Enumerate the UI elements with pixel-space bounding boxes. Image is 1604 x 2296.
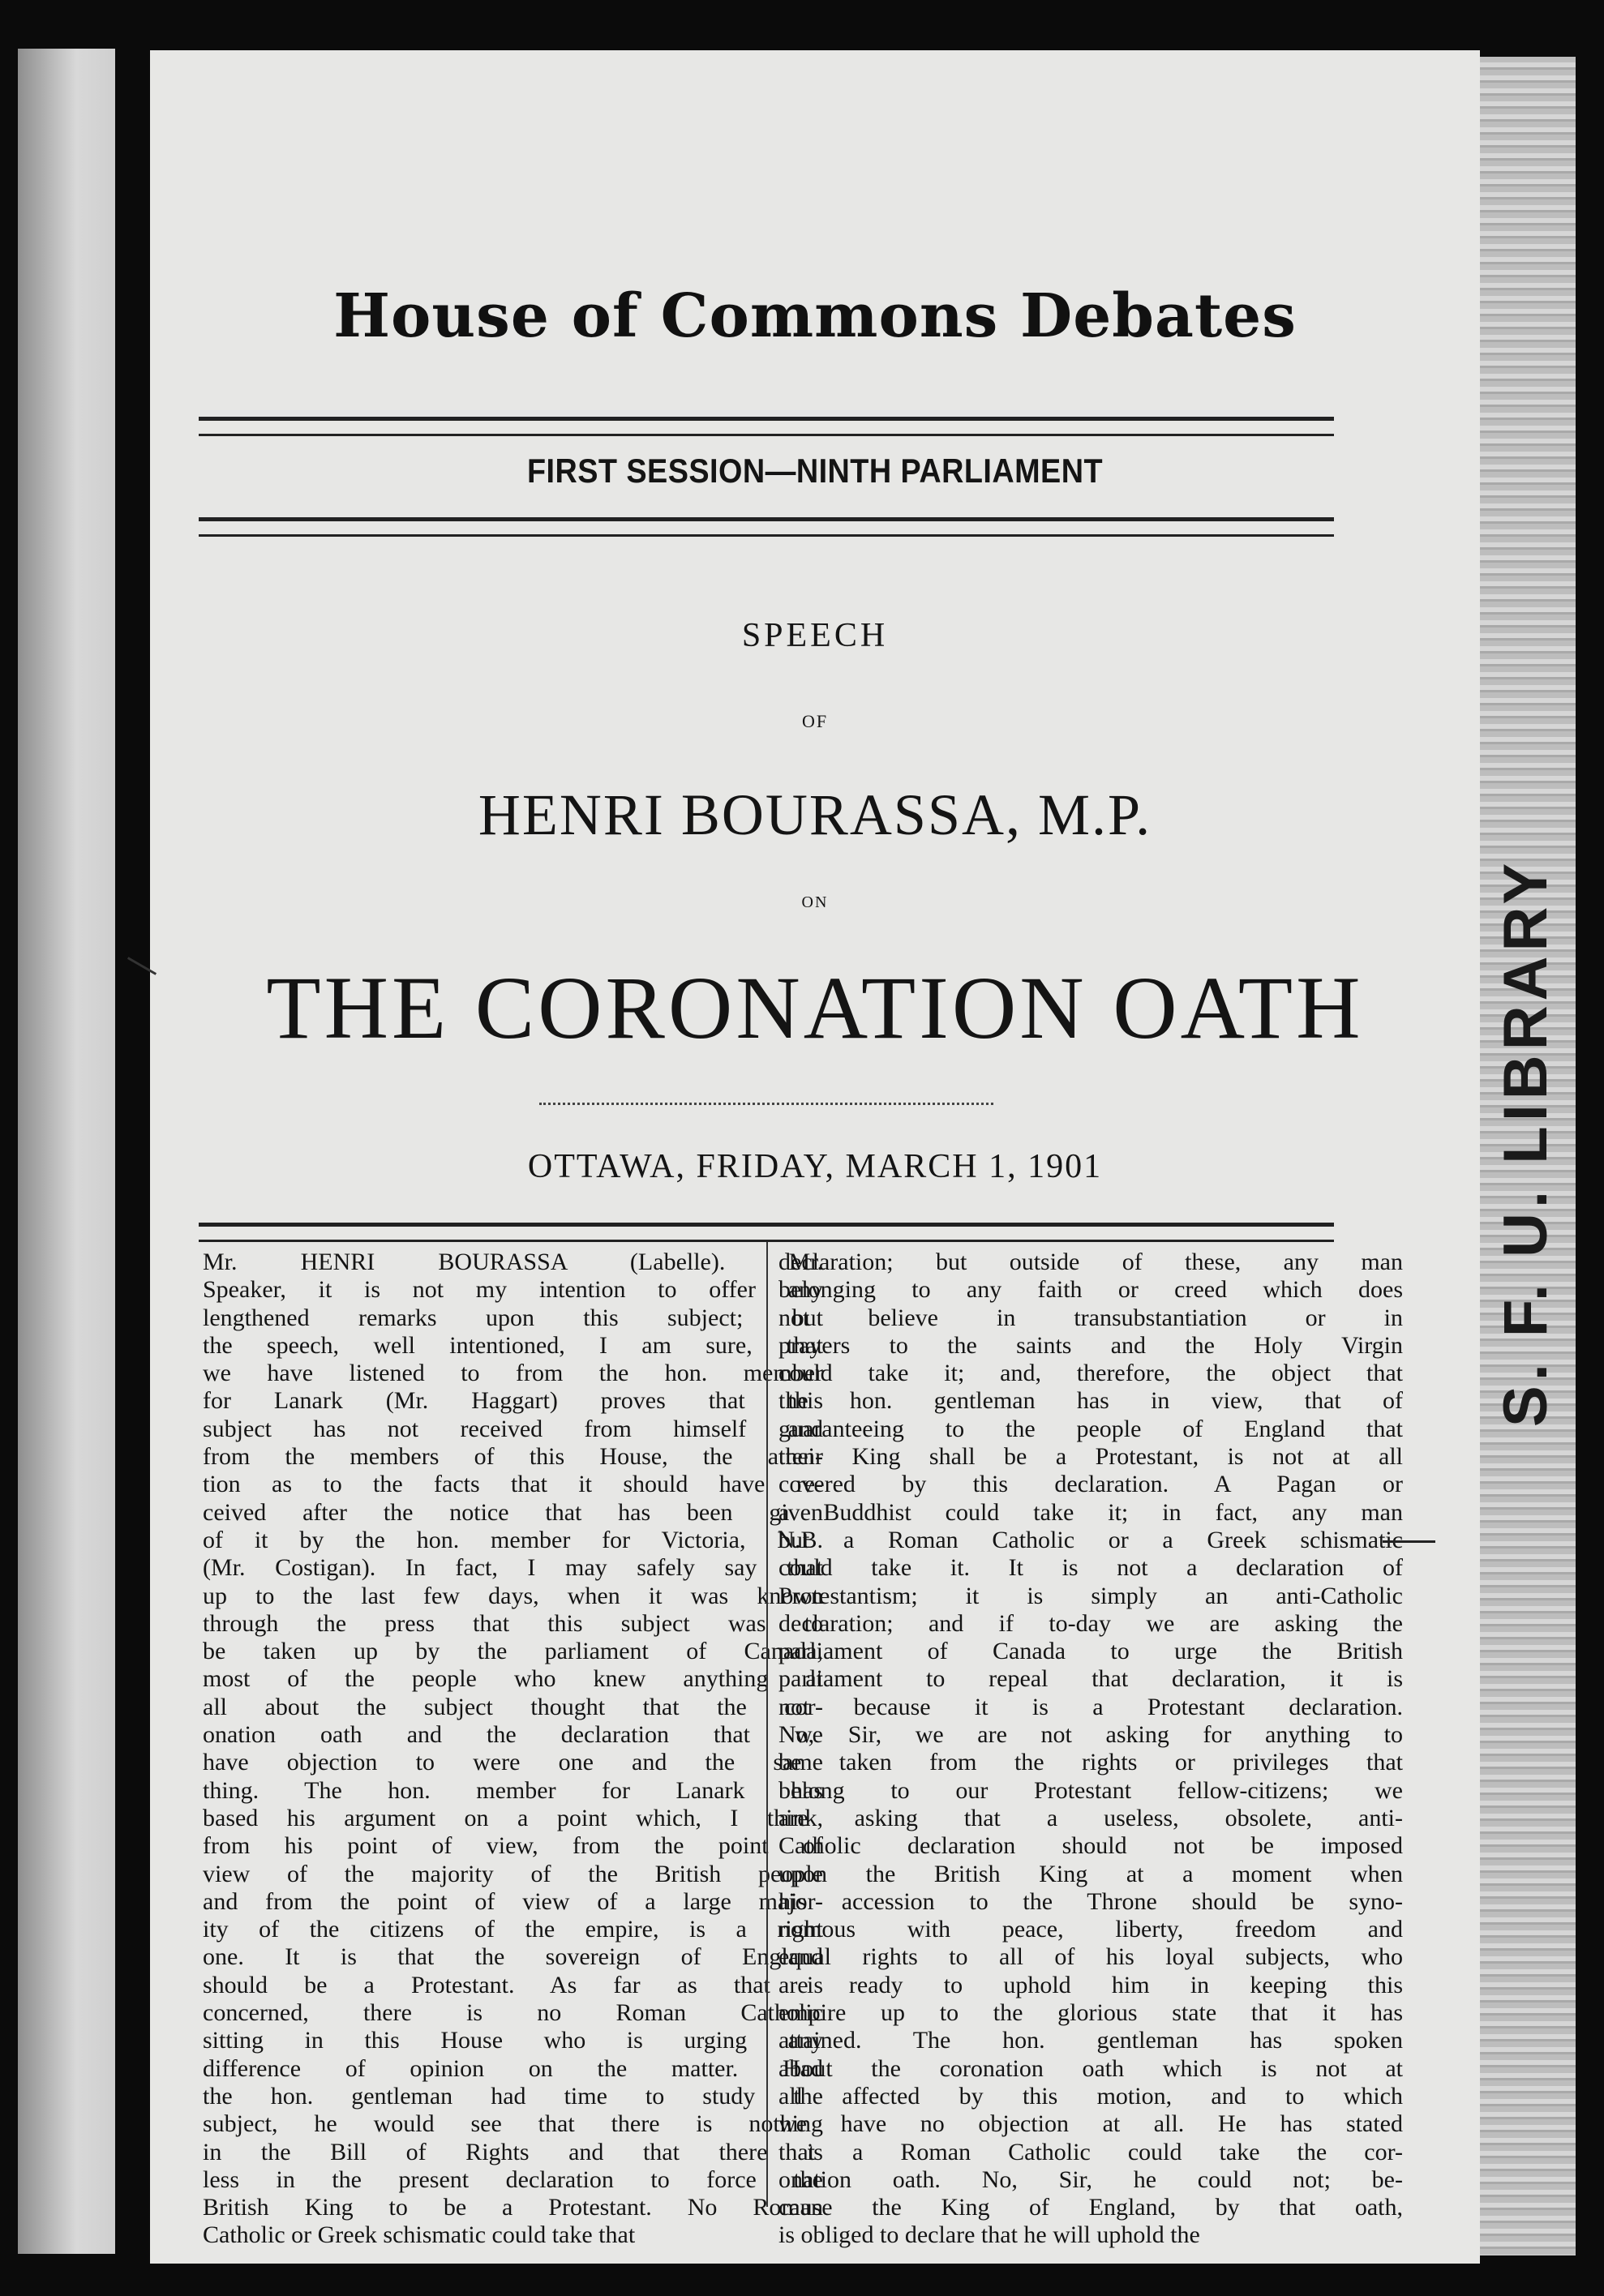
text-line: and from the point of view of a large major- xyxy=(203,1887,823,1915)
text-line: in the Bill of Rights and that there is xyxy=(203,2138,823,2165)
text-line: is obliged to declare that he will uphold the xyxy=(778,2221,1200,2249)
text-line: Speaker, it is not my intention to offer any xyxy=(203,1276,823,1304)
text-line: of it by the hon. member for Victoria, N.B. xyxy=(203,1526,823,1553)
library-spine-stamp: S. F. U. LIBRARY xyxy=(1491,858,1560,1427)
session-rule xyxy=(199,517,1334,537)
adjacent-page-edge xyxy=(18,49,115,2254)
text-line: prayers to the saints and the Holy Virgin xyxy=(778,1331,1403,1359)
text-line: all about the subject thought that the cor- xyxy=(203,1693,823,1720)
text-line: Catholic declaration should not be imposed xyxy=(778,1832,1403,1860)
text-line: ceived after the notice that has been given xyxy=(203,1498,823,1526)
text-line: from his point of view, from the point of xyxy=(203,1832,823,1860)
text-line: have objection to were one and the same xyxy=(203,1749,823,1776)
text-line: (Mr. Costigan). In fact, I may safely say that xyxy=(203,1554,823,1582)
text-line: are asking that a useless, obsolete, anti- xyxy=(778,1804,1403,1831)
text-line: parliament to repeal that declaration, it is xyxy=(778,1665,1403,1693)
text-line: upon the British King at a moment when xyxy=(778,1860,1403,1887)
text-line: based his argument on a point which, I think, xyxy=(203,1804,823,1831)
text-line: belonging to any faith or creed which does xyxy=(778,1276,1403,1304)
text-line: lengthened remarks upon this subject; but xyxy=(203,1304,823,1331)
text-line: subject has not received from himself and xyxy=(203,1415,823,1442)
text-line: guaranteeing to the people of England that xyxy=(778,1415,1403,1442)
text-line: thing. The hon. member for Lanark has xyxy=(203,1776,823,1804)
text-line: ity of the citizens of the empire, is a right xyxy=(203,1916,823,1943)
text-line: No, Sir, we are not asking for anything to xyxy=(778,1721,1403,1749)
text-line: could take it; and, therefore, the object that xyxy=(778,1360,1403,1387)
text-line: be taken up by the parliament of Canada, xyxy=(203,1638,823,1665)
text-line: empire up to the glorious state that it has xyxy=(778,1999,1403,2027)
of-connector: OF xyxy=(801,711,829,731)
text-line: be taken from the rights or privileges that xyxy=(778,1749,1403,1776)
text-line: through the press that this subject was to xyxy=(203,1609,823,1637)
text-line: that a Roman Catholic could take the cor- xyxy=(778,2138,1403,2165)
text-line: less in the present declaration to force the xyxy=(203,2165,823,2193)
text-line: onation oath and the declaration that we xyxy=(203,1721,823,1749)
text-line: not because it is a Protestant declaration. xyxy=(778,1693,1403,1720)
text-line: tion as to the facts that it should have re- xyxy=(203,1471,823,1498)
dateline: OTTAWA, FRIDAY, MARCH 1, 1901 xyxy=(527,1148,1103,1185)
text-line: declaration; but outside of these, any man xyxy=(778,1249,1403,1275)
text-line: one. It is that the sovereign of England xyxy=(203,1943,823,1971)
text-line: nomous with peace, liberty, freedom and xyxy=(778,1916,1403,1943)
text-line: a Buddhist could take it; in fact, any man xyxy=(778,1498,1403,1526)
text-line: declaration; and if to-day we are asking the xyxy=(778,1609,1403,1637)
dotted-rule xyxy=(539,1103,993,1105)
text-line: belong to our Protestant fellow-citizens; we xyxy=(778,1776,1403,1804)
document-page xyxy=(150,50,1480,2264)
text-column-left xyxy=(203,1249,823,2249)
text-line: for Lanark (Mr. Haggart) proves that this xyxy=(203,1387,823,1415)
masthead-title: House of Commons Debates xyxy=(333,281,1297,351)
text-line: the speech, well intentioned, I am sure, that xyxy=(203,1331,823,1359)
text-line: concerned, there is no Roman Catholic xyxy=(203,1999,823,2027)
text-line: his accession to the Throne should be syno- xyxy=(778,1887,1403,1915)
speech-title: THE CORONATION OATH xyxy=(266,958,1364,1057)
text-line: the hon. gentleman has in view, that of xyxy=(778,1387,1403,1415)
text-line: British King to be a Protestant. No Roman xyxy=(203,2194,823,2221)
text-line: subject, he would see that there is nothing xyxy=(203,2110,823,2138)
text-line: from the members of this House, the atten- xyxy=(203,1443,823,1471)
text-line: about the coronation oath which is not at xyxy=(778,2054,1403,2082)
text-line: parliament of Canada to urge the British xyxy=(778,1638,1403,1665)
text-line: cause the King of England, by that oath, xyxy=(778,2194,1403,2221)
text-line: we have no objection at all. He has stated xyxy=(778,2110,1403,2138)
text-line: all affected by this motion, and to which xyxy=(778,2082,1403,2110)
body-rule xyxy=(199,1223,1334,1242)
text-line: should be a Protestant. As far as that is xyxy=(203,1971,823,1998)
on-connector: ON xyxy=(801,893,829,911)
session-heading: FIRST SESSION—NINTH PARLIAMENT xyxy=(526,452,1104,490)
text-line: difference of opinion on the matter. Had xyxy=(203,2054,823,2082)
text-line: their King shall be a Protestant, is not at all xyxy=(778,1443,1403,1471)
text-line: Protestantism; it is simply an anti-Catholic xyxy=(778,1582,1403,1609)
speaker-name: HENRI BOURASSA, M.P. xyxy=(478,782,1152,847)
text-line: are ready to uphold him in keeping this xyxy=(778,1971,1403,1998)
text-line: equal rights to all of his loyal subjects, who xyxy=(778,1943,1403,1971)
speech-heading: SPEECH xyxy=(741,617,889,654)
margin-mark xyxy=(1383,1540,1435,1543)
text-line: up to the last few days, when it was known xyxy=(203,1582,823,1609)
text-line: Mr. HENRI BOURASSA (Labelle). Mr. xyxy=(203,1249,823,1275)
text-line: Catholic or Greek schismatic could take that xyxy=(203,2221,636,2249)
column-divider xyxy=(766,1242,768,2207)
text-line: most of the people who knew anything at xyxy=(203,1665,823,1693)
text-line: onation oath. No, Sir, he could not; be- xyxy=(778,2165,1403,2193)
text-line: could take it. It is not a declaration of xyxy=(778,1554,1403,1582)
text-line: attained. The hon. gentleman has spoken xyxy=(778,2027,1403,2054)
masthead-rule xyxy=(199,417,1334,436)
text-line: not believe in transubstantiation or in xyxy=(778,1304,1403,1331)
text-line: but a Roman Catholic or a Greek schismatic xyxy=(778,1526,1403,1553)
text-line: view of the majority of the British people xyxy=(203,1860,823,1887)
text-line: the hon. gentleman had time to study the xyxy=(203,2082,823,2110)
text-line: sitting in this House who is urging any xyxy=(203,2027,823,2054)
text-column-right xyxy=(778,1249,1403,2249)
text-line: we have listened to from the hon. member xyxy=(203,1360,823,1387)
text-line: covered by this declaration. A Pagan or xyxy=(778,1471,1403,1498)
